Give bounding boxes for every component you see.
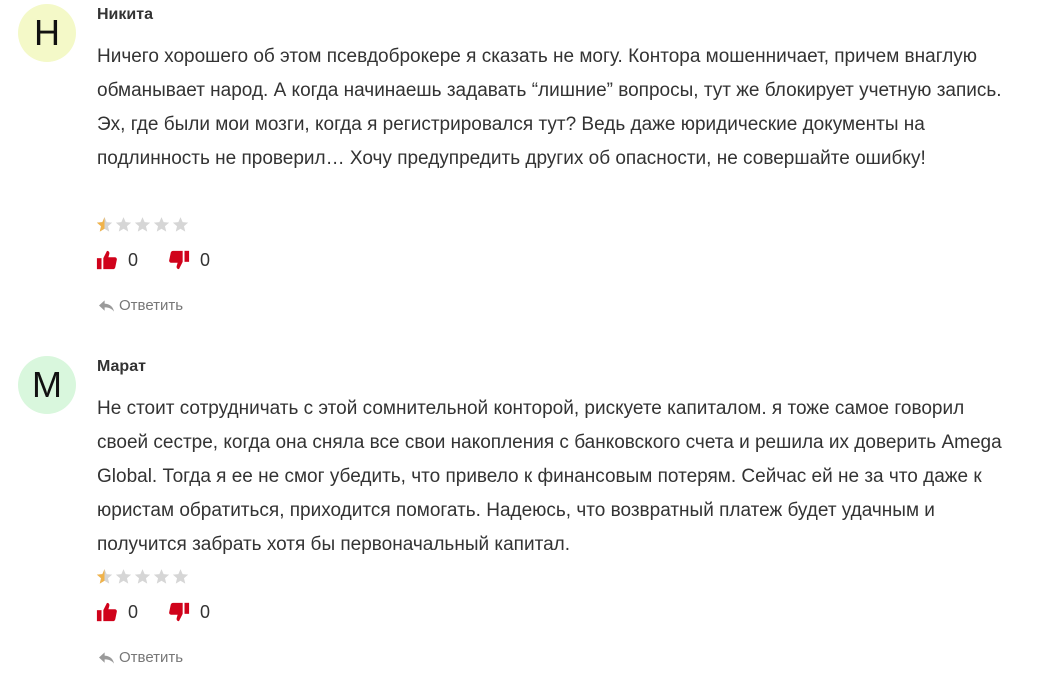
dislike-button[interactable] (168, 601, 210, 623)
star-rating[interactable] (96, 568, 189, 585)
dislike-count: 0 (200, 601, 211, 622)
avatar (18, 356, 76, 414)
star-icon[interactable] (153, 216, 170, 233)
reply-link[interactable] (99, 297, 183, 314)
reply-arrow-icon (99, 652, 114, 664)
star-icon[interactable] (172, 568, 189, 585)
thumbs-down-icon (168, 601, 190, 623)
comment-text: Ничего хорошего об этом псевдоброкере я сказать не могу. Контора мошенничает, причем внаглую обманывает народ. А когда начинаешь задавать “лишние” вопросы, тут же блокирует учетную запись. Эх, где были мои мозги, когда я регистрировался тут? Ведь даже юридические документы на подлинность не проверил… Хочу предупредить других об опасности, не совершайте ошибку! (97, 46, 1002, 169)
star-icon[interactable] (115, 568, 132, 585)
vote-bar (96, 249, 210, 271)
star-icon[interactable] (96, 216, 113, 233)
comment-author: Никита (97, 6, 153, 23)
thumbs-up-icon (96, 249, 118, 271)
star-rating[interactable] (96, 216, 189, 233)
reply-label: Ответить (119, 297, 184, 314)
like-button[interactable] (96, 249, 138, 271)
comment-author: Марат (97, 358, 146, 375)
star-icon[interactable] (115, 216, 132, 233)
star-icon[interactable] (134, 216, 151, 233)
reply-label: Ответить (119, 649, 184, 666)
comment-text: Не стоит сотрудничать с этой сомнительной конторой, рискуете капиталом. я тоже самое говорил своей сестре, когда она сняла все свои накопления с банковского счета и решила их доверить Amega Global. Тогда я ее не смог убедить, что привело к финансовым потерям. Сейчас ей не за что даже к юристам обратиться, приходится помогать. Надеюсь, что возвратный платеж будет удачным и получится забрать хотя бы первоначальный капитал. (97, 398, 1002, 555)
star-icon[interactable] (96, 568, 113, 585)
thumbs-up-icon (96, 601, 118, 623)
dislike-button[interactable] (168, 249, 210, 271)
thumbs-down-icon (168, 249, 190, 271)
like-count: 0 (128, 249, 139, 270)
reply-link[interactable] (99, 649, 183, 666)
star-icon[interactable] (172, 216, 189, 233)
avatar (18, 4, 76, 62)
star-icon[interactable] (134, 568, 151, 585)
like-button[interactable] (96, 601, 138, 623)
avatar-initial: Н (34, 12, 60, 53)
star-icon[interactable] (153, 568, 170, 585)
like-count: 0 (128, 601, 139, 622)
vote-bar (96, 601, 210, 623)
reply-arrow-icon (99, 300, 114, 312)
dislike-count: 0 (200, 249, 211, 270)
avatar-initial: М (32, 364, 62, 405)
